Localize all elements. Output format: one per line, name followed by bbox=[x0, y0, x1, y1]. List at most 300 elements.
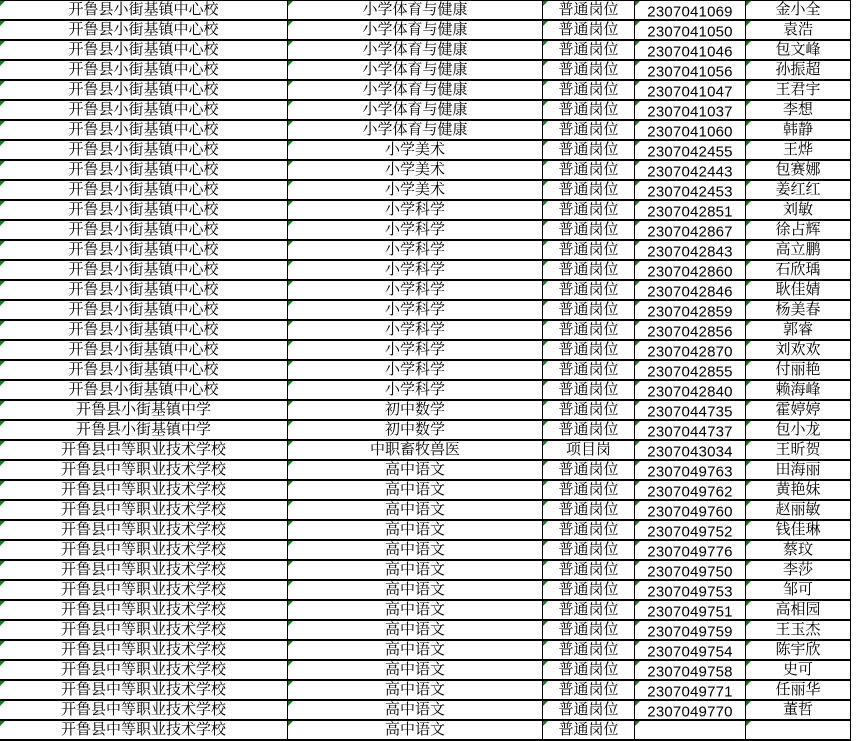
cell-name[interactable] bbox=[746, 161, 851, 179]
error-indicator-icon bbox=[543, 181, 548, 186]
subject-text: 高中语文 bbox=[384, 461, 445, 478]
cell-school[interactable] bbox=[0, 461, 288, 479]
table-row bbox=[0, 561, 851, 581]
table-row bbox=[0, 321, 851, 341]
error-indicator-icon bbox=[635, 621, 640, 626]
cell-subject[interactable] bbox=[288, 541, 543, 559]
cell-post-type[interactable] bbox=[543, 261, 635, 279]
school-name-text: 开鲁县小街基镇中学 bbox=[75, 421, 211, 438]
cell-name[interactable] bbox=[746, 421, 851, 439]
cell-school[interactable] bbox=[0, 21, 288, 39]
cell-subject[interactable] bbox=[288, 401, 543, 419]
candidate-name-text: 金小全 bbox=[775, 1, 821, 18]
post-type-text: 普通岗位 bbox=[558, 521, 619, 538]
cell-name[interactable] bbox=[746, 241, 851, 259]
cell-exam-id[interactable] bbox=[635, 301, 746, 319]
cell-exam-id[interactable] bbox=[635, 281, 746, 299]
cell-school[interactable] bbox=[0, 321, 288, 339]
cell-exam-id[interactable] bbox=[635, 441, 746, 459]
cell-name[interactable] bbox=[746, 701, 851, 719]
cell-exam-id[interactable] bbox=[635, 221, 746, 239]
cell-name[interactable] bbox=[746, 501, 851, 519]
cell-school[interactable] bbox=[0, 201, 288, 219]
cell-name[interactable] bbox=[746, 41, 851, 59]
cell-exam-id[interactable] bbox=[635, 581, 746, 599]
cell-post-type[interactable] bbox=[543, 661, 635, 679]
post-type-text: 普通岗位 bbox=[558, 61, 619, 78]
table-row bbox=[0, 721, 851, 741]
cell-subject[interactable] bbox=[288, 161, 543, 179]
error-indicator-icon bbox=[0, 261, 5, 266]
cell-post-type[interactable] bbox=[543, 141, 635, 159]
school-name-text: 开鲁县小街基镇中心校 bbox=[68, 201, 219, 218]
post-type-text: 普通岗位 bbox=[558, 581, 619, 598]
cell-exam-id[interactable] bbox=[635, 381, 746, 399]
error-indicator-icon bbox=[746, 481, 751, 486]
cell-exam-id[interactable] bbox=[635, 661, 746, 679]
cell-name[interactable] bbox=[746, 1, 851, 19]
cell-subject[interactable] bbox=[288, 341, 543, 359]
school-name-text: 开鲁县小街基镇中心校 bbox=[68, 41, 219, 58]
cell-post-type[interactable] bbox=[543, 401, 635, 419]
school-name-text: 开鲁县中等职业技术学校 bbox=[60, 461, 226, 478]
cell-school[interactable] bbox=[0, 421, 288, 439]
cell-subject[interactable] bbox=[288, 221, 543, 239]
cell-school[interactable] bbox=[0, 561, 288, 579]
cell-name[interactable] bbox=[746, 261, 851, 279]
cell-name[interactable] bbox=[746, 681, 851, 699]
cell-exam-id[interactable] bbox=[635, 401, 746, 419]
cell-exam-id[interactable] bbox=[635, 321, 746, 339]
subject-text: 小学体育与健康 bbox=[362, 121, 468, 138]
cell-exam-id[interactable] bbox=[635, 461, 746, 479]
cell-exam-id[interactable] bbox=[635, 341, 746, 359]
school-name-text: 开鲁县小街基镇中学 bbox=[75, 401, 211, 418]
cell-post-type[interactable] bbox=[543, 101, 635, 119]
cell-exam-id[interactable] bbox=[635, 601, 746, 619]
cell-school[interactable] bbox=[0, 41, 288, 59]
candidate-name-text: 包小龙 bbox=[775, 421, 821, 438]
cell-post-type[interactable] bbox=[543, 521, 635, 539]
error-indicator-icon bbox=[746, 641, 751, 646]
school-name-text: 开鲁县中等职业技术学校 bbox=[60, 441, 226, 458]
cell-post-type[interactable] bbox=[543, 61, 635, 79]
error-indicator-icon bbox=[543, 281, 548, 286]
cell-name[interactable] bbox=[746, 541, 851, 559]
cell-post-type[interactable] bbox=[543, 381, 635, 399]
cell-post-type[interactable] bbox=[543, 601, 635, 619]
cell-subject[interactable] bbox=[288, 261, 543, 279]
error-indicator-icon bbox=[288, 121, 293, 126]
error-indicator-icon bbox=[543, 121, 548, 126]
cell-name[interactable] bbox=[746, 461, 851, 479]
error-indicator-icon bbox=[0, 661, 5, 666]
cell-name[interactable] bbox=[746, 661, 851, 679]
school-name-text: 开鲁县小街基镇中心校 bbox=[68, 121, 219, 138]
cell-exam-id[interactable] bbox=[635, 141, 746, 159]
cell-name[interactable] bbox=[746, 521, 851, 539]
cell-subject[interactable] bbox=[288, 581, 543, 599]
post-type-text: 普通岗位 bbox=[558, 401, 619, 418]
cell-exam-id[interactable] bbox=[635, 501, 746, 519]
cell-post-type[interactable] bbox=[543, 181, 635, 199]
cell-school[interactable] bbox=[0, 721, 288, 739]
cell-school[interactable] bbox=[0, 281, 288, 299]
cell-subject[interactable] bbox=[288, 521, 543, 539]
cell-subject[interactable] bbox=[288, 681, 543, 699]
cell-school[interactable] bbox=[0, 681, 288, 699]
cell-school[interactable] bbox=[0, 301, 288, 319]
cell-post-type[interactable] bbox=[543, 121, 635, 139]
subject-text: 小学体育与健康 bbox=[362, 21, 468, 38]
cell-subject[interactable] bbox=[288, 361, 543, 379]
exam-id-text: 2307049776 bbox=[647, 543, 733, 560]
cell-subject[interactable] bbox=[288, 441, 543, 459]
cell-subject[interactable] bbox=[288, 101, 543, 119]
error-indicator-icon bbox=[288, 561, 293, 566]
table-row bbox=[0, 681, 851, 701]
cell-subject[interactable] bbox=[288, 461, 543, 479]
cell-exam-id[interactable] bbox=[635, 241, 746, 259]
cell-post-type[interactable] bbox=[543, 221, 635, 239]
table-row bbox=[0, 161, 851, 181]
cell-school[interactable] bbox=[0, 361, 288, 379]
cell-school[interactable] bbox=[0, 241, 288, 259]
error-indicator-icon bbox=[0, 61, 5, 66]
exam-id-text: 2307041056 bbox=[647, 63, 733, 80]
cell-name[interactable] bbox=[746, 361, 851, 379]
cell-exam-id[interactable] bbox=[635, 701, 746, 719]
error-indicator-icon bbox=[746, 341, 751, 346]
cell-name[interactable] bbox=[746, 201, 851, 219]
error-indicator-icon bbox=[0, 321, 5, 326]
cell-post-type[interactable] bbox=[543, 361, 635, 379]
exam-id-text: 2307049752 bbox=[647, 523, 733, 540]
post-type-text: 普通岗位 bbox=[558, 641, 619, 658]
post-type-text: 普通岗位 bbox=[558, 181, 619, 198]
cell-name[interactable] bbox=[746, 301, 851, 319]
cell-school[interactable] bbox=[0, 521, 288, 539]
cell-school[interactable] bbox=[0, 181, 288, 199]
cell-subject[interactable] bbox=[288, 381, 543, 399]
cell-subject[interactable] bbox=[288, 281, 543, 299]
cell-exam-id[interactable] bbox=[635, 21, 746, 39]
cell-name[interactable] bbox=[746, 61, 851, 79]
cell-subject[interactable] bbox=[288, 1, 543, 19]
cell-subject[interactable] bbox=[288, 701, 543, 719]
cell-exam-id[interactable] bbox=[635, 541, 746, 559]
table-row bbox=[0, 381, 851, 401]
school-name-text: 开鲁县中等职业技术学校 bbox=[60, 701, 226, 718]
error-indicator-icon bbox=[0, 161, 5, 166]
error-indicator-icon bbox=[746, 441, 751, 446]
cell-exam-id[interactable] bbox=[635, 621, 746, 639]
error-indicator-icon bbox=[635, 41, 640, 46]
cell-exam-id[interactable] bbox=[635, 181, 746, 199]
cell-exam-id[interactable] bbox=[635, 201, 746, 219]
cell-name[interactable] bbox=[746, 641, 851, 659]
cell-school[interactable] bbox=[0, 401, 288, 419]
cell-school[interactable] bbox=[0, 501, 288, 519]
subject-text: 初中数学 bbox=[384, 401, 445, 418]
cell-subject[interactable] bbox=[288, 601, 543, 619]
cell-name[interactable] bbox=[746, 381, 851, 399]
error-indicator-icon bbox=[746, 501, 751, 506]
cell-post-type[interactable] bbox=[543, 721, 635, 739]
cell-subject[interactable] bbox=[288, 141, 543, 159]
error-indicator-icon bbox=[746, 281, 751, 286]
exam-id-text: 2307042867 bbox=[647, 223, 733, 240]
error-indicator-icon bbox=[543, 321, 548, 326]
cell-post-type[interactable] bbox=[543, 341, 635, 359]
table-row bbox=[0, 601, 851, 621]
school-name-text: 开鲁县中等职业技术学校 bbox=[60, 681, 226, 698]
cell-name[interactable] bbox=[746, 221, 851, 239]
error-indicator-icon bbox=[288, 381, 293, 386]
exam-id-text: 2307044735 bbox=[647, 403, 733, 420]
error-indicator-icon bbox=[288, 721, 293, 726]
cell-school[interactable] bbox=[0, 101, 288, 119]
cell-school[interactable] bbox=[0, 121, 288, 139]
cell-exam-id[interactable] bbox=[635, 41, 746, 59]
error-indicator-icon bbox=[0, 281, 5, 286]
cell-subject[interactable] bbox=[288, 41, 543, 59]
cell-exam-id[interactable] bbox=[635, 641, 746, 659]
cell-subject[interactable] bbox=[288, 81, 543, 99]
cell-post-type[interactable] bbox=[543, 621, 635, 639]
exam-id-text: 2307042453 bbox=[647, 183, 733, 200]
cell-name[interactable] bbox=[746, 621, 851, 639]
cell-school[interactable] bbox=[0, 81, 288, 99]
cell-name[interactable] bbox=[746, 581, 851, 599]
error-indicator-icon bbox=[635, 421, 640, 426]
error-indicator-icon bbox=[288, 101, 293, 106]
error-indicator-icon bbox=[0, 101, 5, 106]
error-indicator-icon bbox=[746, 561, 751, 566]
cell-subject[interactable] bbox=[288, 481, 543, 499]
error-indicator-icon bbox=[288, 321, 293, 326]
error-indicator-icon bbox=[543, 141, 548, 146]
cell-school[interactable] bbox=[0, 581, 288, 599]
error-indicator-icon bbox=[746, 161, 751, 166]
cell-subject[interactable] bbox=[288, 121, 543, 139]
cell-school[interactable] bbox=[0, 641, 288, 659]
cell-exam-id[interactable] bbox=[635, 681, 746, 699]
error-indicator-icon bbox=[288, 341, 293, 346]
cell-exam-id[interactable] bbox=[635, 81, 746, 99]
school-name-text: 开鲁县小街基镇中心校 bbox=[68, 21, 219, 38]
cell-subject[interactable] bbox=[288, 641, 543, 659]
error-indicator-icon bbox=[635, 401, 640, 406]
error-indicator-icon bbox=[746, 601, 751, 606]
cell-post-type[interactable] bbox=[543, 161, 635, 179]
cell-school[interactable] bbox=[0, 701, 288, 719]
cell-name[interactable] bbox=[746, 101, 851, 119]
cell-post-type[interactable] bbox=[543, 301, 635, 319]
cell-name[interactable] bbox=[746, 441, 851, 459]
cell-post-type[interactable] bbox=[543, 321, 635, 339]
subject-text: 小学体育与健康 bbox=[362, 81, 468, 98]
cell-exam-id[interactable] bbox=[635, 721, 746, 739]
cell-post-type[interactable] bbox=[543, 281, 635, 299]
cell-school[interactable] bbox=[0, 481, 288, 499]
error-indicator-icon bbox=[0, 21, 5, 26]
cell-post-type[interactable] bbox=[543, 241, 635, 259]
cell-post-type[interactable] bbox=[543, 21, 635, 39]
cell-name[interactable] bbox=[746, 601, 851, 619]
cell-name[interactable] bbox=[746, 21, 851, 39]
table-row bbox=[0, 541, 851, 561]
cell-school[interactable] bbox=[0, 381, 288, 399]
error-indicator-icon bbox=[0, 301, 5, 306]
error-indicator-icon bbox=[543, 241, 548, 246]
cell-name[interactable] bbox=[746, 81, 851, 99]
cell-school[interactable] bbox=[0, 441, 288, 459]
cell-post-type[interactable] bbox=[543, 501, 635, 519]
error-indicator-icon bbox=[635, 321, 640, 326]
cell-subject[interactable] bbox=[288, 201, 543, 219]
cell-exam-id[interactable] bbox=[635, 421, 746, 439]
cell-name[interactable] bbox=[746, 561, 851, 579]
exam-id-text: 2307041050 bbox=[647, 23, 733, 40]
error-indicator-icon bbox=[288, 461, 293, 466]
cell-post-type[interactable] bbox=[543, 561, 635, 579]
school-name-text: 开鲁县小街基镇中心校 bbox=[68, 361, 219, 378]
cell-post-type[interactable] bbox=[543, 1, 635, 19]
cell-exam-id[interactable] bbox=[635, 261, 746, 279]
candidate-name-text: 王玉杰 bbox=[775, 621, 821, 638]
cell-name[interactable] bbox=[746, 721, 851, 739]
table-row bbox=[0, 141, 851, 161]
table-row bbox=[0, 701, 851, 721]
error-indicator-icon bbox=[635, 301, 640, 306]
error-indicator-icon bbox=[543, 581, 548, 586]
cell-name[interactable] bbox=[746, 181, 851, 199]
candidate-name-text: 石欣瑀 bbox=[775, 261, 821, 278]
post-type-text: 普通岗位 bbox=[558, 621, 619, 638]
cell-exam-id[interactable] bbox=[635, 521, 746, 539]
cell-school[interactable] bbox=[0, 661, 288, 679]
cell-subject[interactable] bbox=[288, 621, 543, 639]
post-type-text: 普通岗位 bbox=[558, 261, 619, 278]
cell-school[interactable] bbox=[0, 261, 288, 279]
cell-subject[interactable] bbox=[288, 21, 543, 39]
post-type-text: 普通岗位 bbox=[558, 281, 619, 298]
cell-subject[interactable] bbox=[288, 61, 543, 79]
post-type-text: 普通岗位 bbox=[558, 221, 619, 238]
error-indicator-icon bbox=[288, 1, 293, 6]
cell-name[interactable] bbox=[746, 321, 851, 339]
table-row bbox=[0, 201, 851, 221]
error-indicator-icon bbox=[288, 301, 293, 306]
error-indicator-icon bbox=[288, 401, 293, 406]
cell-exam-id[interactable] bbox=[635, 481, 746, 499]
exam-id-text: 2307042846 bbox=[647, 283, 733, 300]
post-type-text: 普通岗位 bbox=[558, 601, 619, 618]
exam-id-text: 2307042855 bbox=[647, 363, 733, 380]
candidate-name-text: 赵丽敏 bbox=[775, 501, 821, 518]
post-type-text: 普通岗位 bbox=[558, 321, 619, 338]
cell-subject[interactable] bbox=[288, 501, 543, 519]
cell-subject[interactable] bbox=[288, 561, 543, 579]
subject-text: 小学科学 bbox=[384, 301, 445, 318]
cell-subject[interactable] bbox=[288, 181, 543, 199]
cell-subject[interactable] bbox=[288, 421, 543, 439]
cell-school[interactable] bbox=[0, 341, 288, 359]
cell-post-type[interactable] bbox=[543, 201, 635, 219]
subject-text: 小学美术 bbox=[384, 141, 445, 158]
error-indicator-icon bbox=[746, 121, 751, 126]
post-type-text: 普通岗位 bbox=[558, 501, 619, 518]
cell-subject[interactable] bbox=[288, 661, 543, 679]
error-indicator-icon bbox=[0, 381, 5, 386]
cell-exam-id[interactable] bbox=[635, 121, 746, 139]
cell-exam-id[interactable] bbox=[635, 61, 746, 79]
subject-text: 小学科学 bbox=[384, 361, 445, 378]
cell-school[interactable] bbox=[0, 161, 288, 179]
candidate-name-text: 任丽华 bbox=[775, 681, 821, 698]
table-row bbox=[0, 181, 851, 201]
cell-post-type[interactable] bbox=[543, 481, 635, 499]
cell-school[interactable] bbox=[0, 621, 288, 639]
candidate-name-text: 袁浩 bbox=[782, 21, 813, 38]
cell-post-type[interactable] bbox=[543, 681, 635, 699]
candidate-name-text: 高立鹏 bbox=[775, 241, 821, 258]
cell-post-type[interactable] bbox=[543, 421, 635, 439]
subject-text: 高中语文 bbox=[384, 681, 445, 698]
post-type-text: 普通岗位 bbox=[558, 541, 619, 558]
cell-school[interactable] bbox=[0, 601, 288, 619]
cell-post-type[interactable] bbox=[543, 81, 635, 99]
cell-post-type[interactable] bbox=[543, 41, 635, 59]
cell-post-type[interactable] bbox=[543, 441, 635, 459]
cell-school[interactable] bbox=[0, 61, 288, 79]
cell-post-type[interactable] bbox=[543, 461, 635, 479]
cell-post-type[interactable] bbox=[543, 541, 635, 559]
cell-name[interactable] bbox=[746, 121, 851, 139]
cell-exam-id[interactable] bbox=[635, 561, 746, 579]
cell-post-type[interactable] bbox=[543, 641, 635, 659]
error-indicator-icon bbox=[635, 701, 640, 706]
cell-subject[interactable] bbox=[288, 721, 543, 739]
error-indicator-icon bbox=[635, 61, 640, 66]
cell-subject[interactable] bbox=[288, 321, 543, 339]
cell-exam-id[interactable] bbox=[635, 161, 746, 179]
cell-name[interactable] bbox=[746, 281, 851, 299]
cell-name[interactable] bbox=[746, 341, 851, 359]
error-indicator-icon bbox=[746, 21, 751, 26]
cell-school[interactable] bbox=[0, 1, 288, 19]
cell-exam-id[interactable] bbox=[635, 361, 746, 379]
cell-post-type[interactable] bbox=[543, 581, 635, 599]
cell-name[interactable] bbox=[746, 401, 851, 419]
table-row bbox=[0, 41, 851, 61]
error-indicator-icon bbox=[543, 601, 548, 606]
cell-subject[interactable] bbox=[288, 301, 543, 319]
school-name-text: 开鲁县小街基镇中心校 bbox=[68, 1, 219, 18]
cell-school[interactable] bbox=[0, 221, 288, 239]
error-indicator-icon bbox=[635, 361, 640, 366]
cell-school[interactable] bbox=[0, 141, 288, 159]
cell-school[interactable] bbox=[0, 541, 288, 559]
cell-name[interactable] bbox=[746, 481, 851, 499]
cell-name[interactable] bbox=[746, 141, 851, 159]
cell-exam-id[interactable] bbox=[635, 101, 746, 119]
cell-exam-id[interactable] bbox=[635, 1, 746, 19]
error-indicator-icon bbox=[635, 721, 640, 726]
cell-subject[interactable] bbox=[288, 241, 543, 259]
cell-post-type[interactable] bbox=[543, 701, 635, 719]
